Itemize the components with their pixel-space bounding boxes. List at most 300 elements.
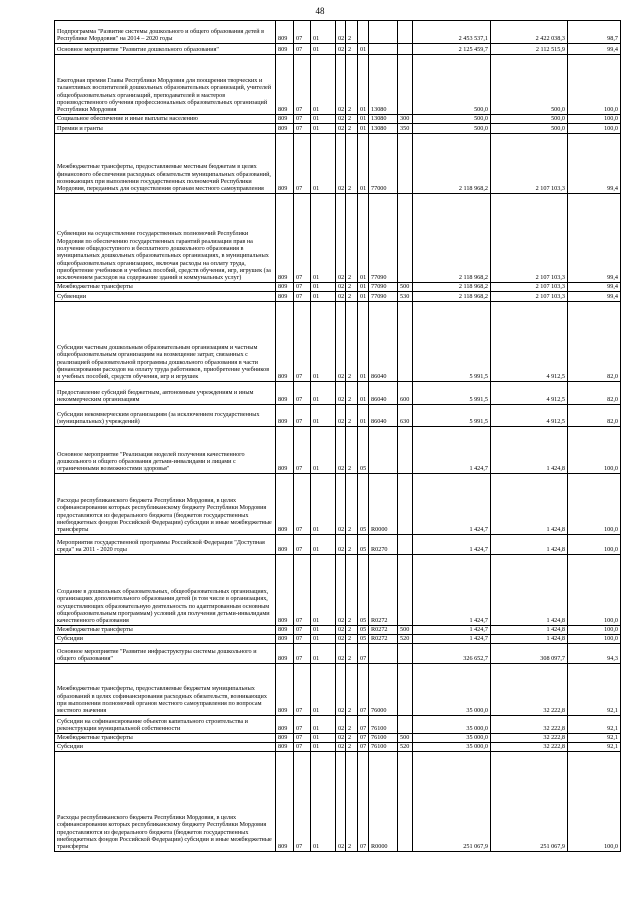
gr-code-cell: 809: [276, 644, 294, 664]
execution-percent-cell: 100,0: [568, 427, 621, 474]
target-article-part1-cell: 02: [336, 134, 346, 194]
planned-amount-cell: 5 991,5: [413, 405, 491, 427]
target-article-part4-cell: 76100: [369, 716, 398, 734]
target-article-part4-cell: 86040: [369, 405, 398, 427]
target-article-part2-cell: 2: [346, 427, 358, 474]
actual-amount-cell: 1 424,8: [491, 474, 568, 535]
row-name-cell: Расходы республиканского бюджета Республики Мордовия, в целях софинансирования которых республиканскому бюджету Республики Мордовия предоставляются из федерального бюджета (бюджетов государственных внебюджетных фондов Российской Федерации) субсидии и иные межбюджетные трансферты: [55, 752, 276, 852]
gr-code-cell: 809: [276, 134, 294, 194]
row-name-cell: Межбюджетные трансферты: [55, 626, 276, 635]
section-code-cell: 07: [294, 292, 311, 302]
target-article-part3-cell: 01: [358, 194, 369, 283]
subsection-code-cell: 01: [311, 626, 336, 635]
target-article-part3-cell: 01: [358, 44, 369, 55]
subsection-code-cell: 01: [311, 635, 336, 644]
section-code-cell: 07: [294, 743, 311, 752]
planned-amount-cell: 1 424,7: [413, 635, 491, 644]
table-row: [55, 555, 621, 626]
actual-amount-cell: 2 422 038,3: [491, 21, 568, 44]
subsection-code-cell: 01: [311, 664, 336, 716]
subsection-code-cell: 01: [311, 292, 336, 302]
table-row: [55, 664, 621, 716]
actual-amount-cell: 32 222,8: [491, 664, 568, 716]
page-number: 48: [315, 6, 325, 16]
row-name-cell: Основное мероприятие "Реализация моделей получения качественного дошкольного и общего образования детьми-инвалидами и лицами с ограниченными возможностями здоровья": [55, 427, 276, 474]
subsection-code-cell: 01: [311, 21, 336, 44]
section-code-cell: 07: [294, 124, 311, 134]
subsection-code-cell: 01: [311, 427, 336, 474]
expense-type-cell: 600: [398, 382, 413, 405]
planned-amount-cell: 35 000,0: [413, 664, 491, 716]
section-code-cell: 07: [294, 44, 311, 55]
target-article-part4-cell: 76100: [369, 734, 398, 743]
expense-type-cell: [398, 302, 413, 382]
actual-amount-cell: 2 107 103,3: [491, 134, 568, 194]
expense-type-cell: [398, 194, 413, 283]
gr-code-cell: 809: [276, 716, 294, 734]
target-article-part4-cell: 13080: [369, 124, 398, 134]
budget-table-body: [55, 21, 621, 852]
target-article-part2-cell: 2: [346, 626, 358, 635]
target-article-part1-cell: 02: [336, 644, 346, 664]
actual-amount-cell: 2 107 103,3: [491, 283, 568, 292]
execution-percent-cell: 98,7: [568, 21, 621, 44]
gr-code-cell: 809: [276, 382, 294, 405]
gr-code-cell: 809: [276, 734, 294, 743]
planned-amount-cell: 1 424,7: [413, 474, 491, 535]
target-article-part3-cell: 07: [358, 743, 369, 752]
expense-type-cell: [398, 21, 413, 44]
target-article-part1-cell: 02: [336, 635, 346, 644]
planned-amount-cell: 2 118 968,2: [413, 292, 491, 302]
target-article-part1-cell: 02: [336, 716, 346, 734]
subsection-code-cell: 01: [311, 134, 336, 194]
target-article-part4-cell: 77090: [369, 292, 398, 302]
subsection-code-cell: 01: [311, 474, 336, 535]
target-article-part4-cell: R0000: [369, 474, 398, 535]
target-article-part2-cell: 2: [346, 734, 358, 743]
table-row: [55, 743, 621, 752]
target-article-part3-cell: 05: [358, 427, 369, 474]
subsection-code-cell: 01: [311, 555, 336, 626]
subsection-code-cell: 01: [311, 644, 336, 664]
gr-code-cell: 809: [276, 664, 294, 716]
planned-amount-cell: 251 067,9: [413, 752, 491, 852]
planned-amount-cell: 1 424,7: [413, 535, 491, 555]
target-article-part3-cell: 01: [358, 134, 369, 194]
target-article-part3-cell: 07: [358, 664, 369, 716]
section-code-cell: 07: [294, 635, 311, 644]
subsection-code-cell: 01: [311, 115, 336, 124]
target-article-part4-cell: [369, 644, 398, 664]
target-article-part4-cell: 86040: [369, 382, 398, 405]
target-article-part2-cell: 2: [346, 743, 358, 752]
planned-amount-cell: 1 424,7: [413, 626, 491, 635]
execution-percent-cell: 99,4: [568, 134, 621, 194]
expense-type-cell: [398, 752, 413, 852]
execution-percent-cell: 82,0: [568, 405, 621, 427]
target-article-part4-cell: 86040: [369, 302, 398, 382]
expense-type-cell: 500: [398, 734, 413, 743]
target-article-part1-cell: 02: [336, 292, 346, 302]
table-row: [55, 283, 621, 292]
expense-type-cell: 520: [398, 635, 413, 644]
planned-amount-cell: 500,0: [413, 115, 491, 124]
section-code-cell: 07: [294, 405, 311, 427]
target-article-part4-cell: 76100: [369, 743, 398, 752]
table-row: [55, 405, 621, 427]
gr-code-cell: 809: [276, 743, 294, 752]
actual-amount-cell: 308 097,7: [491, 644, 568, 664]
execution-percent-cell: 99,4: [568, 194, 621, 283]
gr-code-cell: 809: [276, 535, 294, 555]
gr-code-cell: 809: [276, 427, 294, 474]
section-code-cell: 07: [294, 555, 311, 626]
actual-amount-cell: 2 107 103,3: [491, 292, 568, 302]
section-code-cell: 07: [294, 194, 311, 283]
target-article-part2-cell: 2: [346, 644, 358, 664]
table-row: [55, 734, 621, 743]
target-article-part1-cell: 02: [336, 115, 346, 124]
target-article-part1-cell: 02: [336, 734, 346, 743]
planned-amount-cell: 2 125 459,7: [413, 44, 491, 55]
gr-code-cell: 809: [276, 194, 294, 283]
target-article-part2-cell: 2: [346, 124, 358, 134]
target-article-part1-cell: 02: [336, 743, 346, 752]
target-article-part1-cell: 02: [336, 302, 346, 382]
budget-table: [54, 20, 621, 852]
execution-percent-cell: 99,4: [568, 44, 621, 55]
subsection-code-cell: 01: [311, 194, 336, 283]
target-article-part4-cell: 13080: [369, 55, 398, 115]
target-article-part3-cell: 01: [358, 115, 369, 124]
planned-amount-cell: 1 424,7: [413, 427, 491, 474]
planned-amount-cell: 2 118 968,2: [413, 283, 491, 292]
target-article-part3-cell: [358, 21, 369, 44]
target-article-part1-cell: 02: [336, 21, 346, 44]
row-name-cell: Социальное обеспечение и иные выплаты населению: [55, 115, 276, 124]
planned-amount-cell: 2 118 968,2: [413, 134, 491, 194]
expense-type-cell: 500: [398, 283, 413, 292]
expense-type-cell: [398, 427, 413, 474]
expense-type-cell: [398, 474, 413, 535]
table-row: [55, 194, 621, 283]
execution-percent-cell: 94,3: [568, 644, 621, 664]
planned-amount-cell: 500,0: [413, 55, 491, 115]
target-article-part3-cell: 07: [358, 716, 369, 734]
expense-type-cell: [398, 134, 413, 194]
section-code-cell: 07: [294, 535, 311, 555]
target-article-part3-cell: 05: [358, 474, 369, 535]
gr-code-cell: 809: [276, 115, 294, 124]
target-article-part3-cell: 07: [358, 734, 369, 743]
target-article-part2-cell: 2: [346, 382, 358, 405]
row-name-cell: Ежегодная премия Главы Республики Мордовия для поощрения творческих и талантливых воспитателей дошкольных образовательных организаций, учителей общеобразовательных организаций, преподавателей и мастеров производственного обучения профессиональных образовательных организаций Республики Мордовия: [55, 55, 276, 115]
section-code-cell: 07: [294, 626, 311, 635]
row-name-cell: Создание в дошкольных образовательных, общеобразовательных организациях, организациях дополнительного образования детей (в том числе в организациях, осуществляющих образовательную деятельность по адаптированным основным общеобразовательным программам) условий для получения детьми-инвалидами качественного образования: [55, 555, 276, 626]
planned-amount-cell: 2 118 968,2: [413, 194, 491, 283]
gr-code-cell: 809: [276, 302, 294, 382]
target-article-part4-cell: 77090: [369, 194, 398, 283]
row-name-cell: Межбюджетные трансферты: [55, 283, 276, 292]
target-article-part1-cell: 02: [336, 474, 346, 535]
target-article-part2-cell: 2: [346, 555, 358, 626]
execution-percent-cell: 100,0: [568, 635, 621, 644]
target-article-part4-cell: 77000: [369, 134, 398, 194]
gr-code-cell: 809: [276, 55, 294, 115]
target-article-part4-cell: R0272: [369, 555, 398, 626]
planned-amount-cell: 1 424,7: [413, 555, 491, 626]
gr-code-cell: 809: [276, 44, 294, 55]
row-name-cell: Предоставление субсидий бюджетным, автономным учреждениям и иным некоммерческим организациям: [55, 382, 276, 405]
target-article-part3-cell: 01: [358, 382, 369, 405]
target-article-part3-cell: 07: [358, 644, 369, 664]
target-article-part4-cell: R0272: [369, 626, 398, 635]
target-article-part1-cell: 02: [336, 752, 346, 852]
actual-amount-cell: 1 424,8: [491, 635, 568, 644]
target-article-part4-cell: 77090: [369, 283, 398, 292]
target-article-part3-cell: 07: [358, 752, 369, 852]
planned-amount-cell: 326 652,7: [413, 644, 491, 664]
actual-amount-cell: 32 222,8: [491, 743, 568, 752]
target-article-part1-cell: 02: [336, 427, 346, 474]
subsection-code-cell: 01: [311, 382, 336, 405]
row-name-cell: Основное мероприятие "Развитие инфраструктуры системы дошкольного и общего образования": [55, 644, 276, 664]
expense-type-cell: [398, 555, 413, 626]
execution-percent-cell: 100,0: [568, 55, 621, 115]
expense-type-cell: 630: [398, 405, 413, 427]
target-article-part3-cell: 01: [358, 283, 369, 292]
planned-amount-cell: 35 000,0: [413, 716, 491, 734]
target-article-part3-cell: 01: [358, 302, 369, 382]
table-row: [55, 134, 621, 194]
target-article-part1-cell: 02: [336, 382, 346, 405]
gr-code-cell: 809: [276, 752, 294, 852]
actual-amount-cell: 4 912,5: [491, 382, 568, 405]
row-name-cell: Субсидии на софинансирование объектов капитального строительства и реконструкции муниципальной собственности: [55, 716, 276, 734]
table-row: [55, 752, 621, 852]
section-code-cell: 07: [294, 752, 311, 852]
gr-code-cell: 809: [276, 405, 294, 427]
actual-amount-cell: 500,0: [491, 124, 568, 134]
target-article-part4-cell: R0272: [369, 635, 398, 644]
target-article-part4-cell: R0270: [369, 535, 398, 555]
subsection-code-cell: 01: [311, 743, 336, 752]
subsection-code-cell: 01: [311, 124, 336, 134]
target-article-part1-cell: 02: [336, 124, 346, 134]
target-article-part3-cell: 01: [358, 124, 369, 134]
execution-percent-cell: 82,0: [568, 302, 621, 382]
section-code-cell: 07: [294, 734, 311, 743]
subsection-code-cell: 01: [311, 44, 336, 55]
target-article-part2-cell: 2: [346, 283, 358, 292]
section-code-cell: 07: [294, 283, 311, 292]
gr-code-cell: 809: [276, 626, 294, 635]
table-row: [55, 292, 621, 302]
expense-type-cell: [398, 535, 413, 555]
target-article-part2-cell: 2: [346, 21, 358, 44]
section-code-cell: 07: [294, 664, 311, 716]
table-row: [55, 716, 621, 734]
section-code-cell: 07: [294, 427, 311, 474]
planned-amount-cell: 35 000,0: [413, 743, 491, 752]
expense-type-cell: [398, 644, 413, 664]
expense-type-cell: [398, 55, 413, 115]
target-article-part2-cell: 2: [346, 716, 358, 734]
table-row: [55, 644, 621, 664]
expense-type-cell: 350: [398, 124, 413, 134]
gr-code-cell: 809: [276, 124, 294, 134]
target-article-part2-cell: 2: [346, 115, 358, 124]
target-article-part2-cell: 2: [346, 635, 358, 644]
target-article-part2-cell: 2: [346, 302, 358, 382]
execution-percent-cell: 99,4: [568, 283, 621, 292]
section-code-cell: 07: [294, 21, 311, 44]
target-article-part2-cell: 2: [346, 194, 358, 283]
gr-code-cell: 809: [276, 283, 294, 292]
table-row: [55, 55, 621, 115]
gr-code-cell: 809: [276, 292, 294, 302]
execution-percent-cell: 92,1: [568, 734, 621, 743]
actual-amount-cell: 4 912,5: [491, 405, 568, 427]
execution-percent-cell: 92,1: [568, 716, 621, 734]
target-article-part2-cell: 2: [346, 752, 358, 852]
expense-type-cell: 530: [398, 292, 413, 302]
table-row: [55, 124, 621, 134]
target-article-part1-cell: 02: [336, 405, 346, 427]
expense-type-cell: [398, 44, 413, 55]
expense-type-cell: 520: [398, 743, 413, 752]
actual-amount-cell: 2 107 103,3: [491, 194, 568, 283]
table-row: [55, 427, 621, 474]
actual-amount-cell: 1 424,8: [491, 555, 568, 626]
target-article-part4-cell: [369, 44, 398, 55]
row-name-cell: Расходы республиканского бюджета Республики Мордовия, в целях софинансирования которых республиканскому бюджету Республики Мордовия предоставляются из федерального бюджета (бюджетов государственных внебюджетных фондов Российской Федерации) субсидии и иные межбюджетные трансферты: [55, 474, 276, 535]
execution-percent-cell: 82,0: [568, 382, 621, 405]
section-code-cell: 07: [294, 716, 311, 734]
subsection-code-cell: 01: [311, 716, 336, 734]
actual-amount-cell: 2 112 515,9: [491, 44, 568, 55]
section-code-cell: 07: [294, 55, 311, 115]
execution-percent-cell: 100,0: [568, 535, 621, 555]
target-article-part2-cell: 2: [346, 134, 358, 194]
section-code-cell: 07: [294, 302, 311, 382]
section-code-cell: 07: [294, 382, 311, 405]
expense-type-cell: 500: [398, 626, 413, 635]
row-name-cell: Мероприятия государственной программы Российской Федерации "Доступная среда" на 2011 - 2020 годы: [55, 535, 276, 555]
target-article-part2-cell: 2: [346, 535, 358, 555]
section-code-cell: 07: [294, 474, 311, 535]
gr-code-cell: 809: [276, 555, 294, 626]
row-name-cell: Субсидии некоммерческим организациям (за исключением государственных (муниципальных) учреждений): [55, 405, 276, 427]
execution-percent-cell: 100,0: [568, 626, 621, 635]
execution-percent-cell: 92,1: [568, 743, 621, 752]
target-article-part1-cell: 02: [336, 535, 346, 555]
table-row: [55, 115, 621, 124]
table-row: [55, 302, 621, 382]
target-article-part2-cell: 2: [346, 292, 358, 302]
row-name-cell: Подпрограмма "Развитие системы дошкольного и общего образования детей в Республике Мордовия" на 2014 – 2020 годы: [55, 21, 276, 44]
target-article-part3-cell: 01: [358, 405, 369, 427]
target-article-part4-cell: 13080: [369, 115, 398, 124]
subsection-code-cell: 01: [311, 535, 336, 555]
target-article-part2-cell: 2: [346, 664, 358, 716]
expense-type-cell: [398, 716, 413, 734]
section-code-cell: 07: [294, 134, 311, 194]
target-article-part2-cell: 2: [346, 405, 358, 427]
subsection-code-cell: 01: [311, 752, 336, 852]
actual-amount-cell: 251 067,9: [491, 752, 568, 852]
target-article-part2-cell: 2: [346, 55, 358, 115]
actual-amount-cell: 500,0: [491, 115, 568, 124]
execution-percent-cell: 99,4: [568, 292, 621, 302]
actual-amount-cell: 1 424,8: [491, 427, 568, 474]
subsection-code-cell: 01: [311, 405, 336, 427]
target-article-part3-cell: 05: [358, 626, 369, 635]
row-name-cell: Межбюджетные трансферты, предоставляемые местным бюджетам в целях финансового обеспечения расходных обязательств муниципальных образований, возникающих при выполнении государственных полномочий Республики Мордовия, переданных для осуществления органам местного самоуправления: [55, 134, 276, 194]
actual-amount-cell: 1 424,8: [491, 535, 568, 555]
table-row: [55, 382, 621, 405]
table-row: [55, 21, 621, 44]
target-article-part1-cell: 02: [336, 626, 346, 635]
subsection-code-cell: 01: [311, 302, 336, 382]
execution-percent-cell: 100,0: [568, 474, 621, 535]
target-article-part3-cell: 01: [358, 55, 369, 115]
target-article-part3-cell: 05: [358, 555, 369, 626]
row-name-cell: Субвенции на осуществление государственных полномочий Республики Мордовия по обеспечению государственных гарантий реализации прав на получение общедоступного и бесплатного дошкольного образования в муниципальных дошкольных образовательных организациях, в муниципальных общеобразовательных организациях, включая расходы на оплату труда, приобретение учебников и учебных пособий, средств обучения, игр, игрушек (за исключением расходов на содержание зданий и коммунальных услуг): [55, 194, 276, 283]
table-row: [55, 535, 621, 555]
row-name-cell: Субсидии: [55, 635, 276, 644]
target-article-part4-cell: [369, 427, 398, 474]
target-article-part3-cell: 05: [358, 635, 369, 644]
target-article-part2-cell: 2: [346, 474, 358, 535]
actual-amount-cell: 4 912,5: [491, 302, 568, 382]
table-row: [55, 635, 621, 644]
actual-amount-cell: 32 222,8: [491, 716, 568, 734]
gr-code-cell: 809: [276, 474, 294, 535]
target-article-part1-cell: 02: [336, 44, 346, 55]
execution-percent-cell: 100,0: [568, 555, 621, 626]
target-article-part1-cell: 02: [336, 283, 346, 292]
actual-amount-cell: 500,0: [491, 55, 568, 115]
target-article-part3-cell: 01: [358, 292, 369, 302]
table-row: [55, 626, 621, 635]
expense-type-cell: 300: [398, 115, 413, 124]
target-article-part1-cell: 02: [336, 664, 346, 716]
table-row: [55, 474, 621, 535]
planned-amount-cell: 35 000,0: [413, 734, 491, 743]
execution-percent-cell: 100,0: [568, 124, 621, 134]
target-article-part4-cell: 76000: [369, 664, 398, 716]
row-name-cell: Субвенции: [55, 292, 276, 302]
planned-amount-cell: 500,0: [413, 124, 491, 134]
subsection-code-cell: 01: [311, 55, 336, 115]
planned-amount-cell: 5 991,5: [413, 382, 491, 405]
actual-amount-cell: 32 222,8: [491, 734, 568, 743]
execution-percent-cell: 100,0: [568, 752, 621, 852]
row-name-cell: Основное мероприятие "Развитие дошкольного образования": [55, 44, 276, 55]
section-code-cell: 07: [294, 644, 311, 664]
row-name-cell: Субсидии частным дошкольным образовательным организациям и частным общеобразовательным организациям на возмещение затрат, связанных с реализацией образовательной программы дошкольного образования в части финансирования расходов на оплату труда работников, приобретение учебников и учебных пособий, средств обучения, игр и игрушек: [55, 302, 276, 382]
planned-amount-cell: 2 453 537,1: [413, 21, 491, 44]
row-name-cell: Субсидии: [55, 743, 276, 752]
row-name-cell: Премии и гранты: [55, 124, 276, 134]
target-article-part2-cell: 2: [346, 44, 358, 55]
subsection-code-cell: 01: [311, 734, 336, 743]
execution-percent-cell: 100,0: [568, 115, 621, 124]
row-name-cell: Межбюджетные трансферты, предоставляемые бюджетам муниципальных образований в целях софинансирования расходных обязательств, возникающих при выполнении полномочий органов местного самоуправления по вопросам местного значения: [55, 664, 276, 716]
subsection-code-cell: 01: [311, 283, 336, 292]
